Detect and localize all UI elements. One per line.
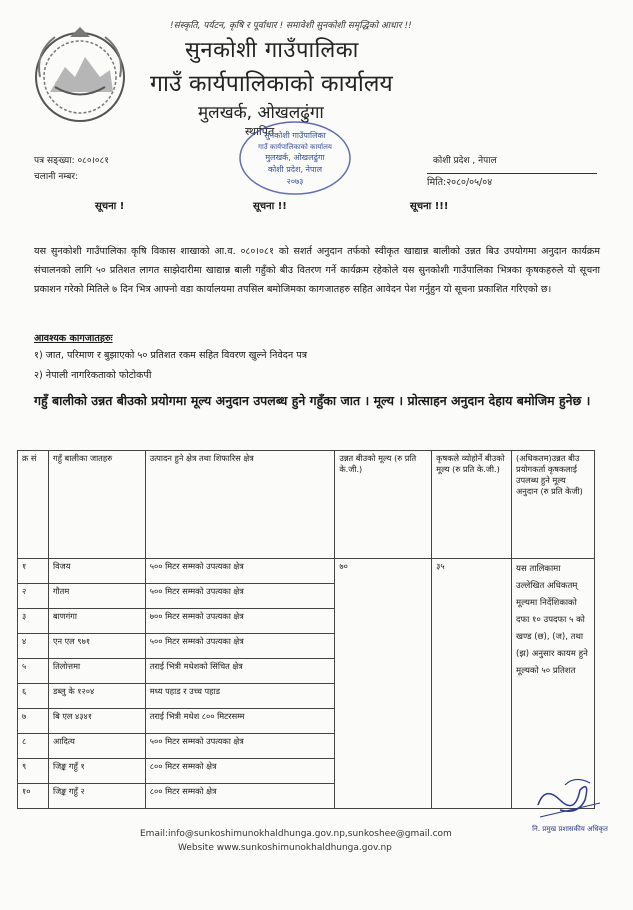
- serial-cell: ६: [18, 684, 49, 709]
- header-cell: उत्पादन हुने क्षेत्र तथा शिफारिस क्षेत्र: [145, 451, 335, 559]
- wheat-variety-table: [17, 450, 595, 809]
- price-cell: ७०: [335, 559, 432, 809]
- office-location: मुलखर्क, ओखलढुंगा: [198, 103, 324, 123]
- serial-cell: ८: [18, 734, 49, 759]
- footer-website: Website www.sunkoshimunokhaldhunga.gov.np: [178, 843, 392, 853]
- serial-cell: २: [18, 584, 49, 609]
- header-cell: उन्नत बीउको मूल्य (रु प्रति के.जी.): [335, 451, 432, 559]
- serial-cell: ३: [18, 609, 49, 634]
- nepal-government-emblem-icon: [25, 22, 135, 127]
- variety-cell: बाणगंगा: [48, 609, 145, 634]
- serial-cell: ५: [18, 659, 49, 684]
- header-cell: कृषकले व्योहोर्ने बीउको मूल्य (रु प्रति के.जी.): [432, 451, 512, 559]
- variety-cell: डब्लु के १२०४: [48, 684, 145, 709]
- table-header-row: [18, 451, 595, 559]
- table-heading: गहुँ बालीको उन्नत बीउको प्रयोगमा मूल्य अनुदान उपलब्ध हुने गहुँका जात । मूल्य । प्रोत्साहन अनुदान देहाय बमोजिम हुनेछ ।: [34, 393, 591, 408]
- stamp-line: कोशी प्रदेश, नेपाल: [267, 165, 323, 174]
- variety-cell: तिलोत्तमा: [48, 659, 145, 684]
- office-stamp: [235, 118, 355, 198]
- serial-cell: १: [18, 559, 49, 584]
- area-cell: ५०० मिटर सम्मको उपत्यका क्षेत्र: [145, 634, 335, 659]
- stamp-line: गाउँ कार्यपालिकाको कार्यालय: [258, 143, 332, 151]
- tagline: !संस्कृति, पर्यटन, कृषि र पूर्वाधार ! समावेशी सुनकोशी समृद्धिको आधार !!: [170, 21, 412, 31]
- variety-cell: जिङ्क गहुँ १: [48, 759, 145, 784]
- established-label: स्थापित: [245, 125, 275, 138]
- variety-cell: जिङ्क गहुँ २: [48, 784, 145, 809]
- area-cell: तराई भित्री मधेश ८०० मिटरसम्म: [145, 709, 335, 734]
- farmer-price-cell: ३५: [432, 559, 512, 809]
- variety-cell: गौतम: [48, 584, 145, 609]
- serial-cell: ९: [18, 759, 49, 784]
- dispatch-number: चलानी नम्बर:: [34, 172, 79, 182]
- header-cell: गहुँ बालीका जातहरु: [48, 451, 145, 559]
- area-cell: तराई भित्री मधेशको सिंचित क्षेत्र: [145, 659, 335, 684]
- reference-number: पत्र सङ्ख्या: ०८०।०८१: [34, 156, 109, 166]
- variety-cell: एन एल ९७१: [48, 634, 145, 659]
- province-label: कोशी प्रदेश , नेपाल: [433, 156, 497, 166]
- stamp-line: मुलखर्क, ओखलढुंगा: [265, 153, 325, 162]
- header-cell: क्र सं: [18, 451, 49, 559]
- letter-date: मिति:२०८०/०५/०४: [427, 173, 597, 188]
- serial-cell: ७: [18, 709, 49, 734]
- municipality-name: सुनकोशी गाउँपालिका: [185, 38, 359, 63]
- area-cell: ८०० मिटर सम्मको क्षेत्र: [145, 759, 335, 784]
- variety-cell: विजय: [48, 559, 145, 584]
- signature-text: नि. प्रमुख प्रशासकीय अधिकृत: [532, 825, 608, 833]
- notice-label: सूचना !!!: [410, 201, 449, 212]
- serial-cell: ४: [18, 634, 49, 659]
- signature-stamp: [530, 745, 610, 835]
- area-cell: ५०० मिटर सम्मको उपत्यका क्षेत्र: [145, 584, 335, 609]
- notice-label: सूचना !!: [253, 201, 287, 212]
- variety-cell: आदित्य: [48, 734, 145, 759]
- header-cell: (अधिकतम)उन्नत बीउ प्रयोगकर्ता कृषकलाई उपलब्ध हुने मूल्य अनुदान (रु प्रति केजी): [512, 451, 595, 559]
- variety-cell: बि एल ४३४१: [48, 709, 145, 734]
- footer-email: Email:info@sunkoshimunokhaldhunga.gov.np,sunkoshee@gmail.com: [140, 829, 452, 839]
- requirements-heading: आवश्यक कागजातहरुः: [34, 333, 113, 344]
- area-cell: मध्य पहाड र उच्च पहाड: [145, 684, 335, 709]
- area-cell: ८०० मिटर सम्मको क्षेत्र: [145, 784, 335, 809]
- subsidy-cell: यस तालिकामा उल्लेखित अधिकतम् मूल्यमा निर्देशिकाको दफा १० उपदफा ५ को खण्ड (छ), (ज), तथा (झ) अनुसार कायम हुने मूल्यको ५० प्रतिशत: [512, 559, 595, 809]
- serial-cell: १०: [18, 784, 49, 809]
- notice-label: सूचना !: [95, 201, 125, 212]
- stamp-line: २०७३: [286, 177, 304, 186]
- office-name: गाउँ कार्यपालिकाको कार्यालय: [150, 71, 393, 97]
- requirement-item: २) नेपाली नागरिकताको फोटोकपी: [34, 370, 152, 381]
- requirement-item: १) जात, परिमाण र बुझाएको ५० प्रतिशत रकम सहित विवरण खुल्ने निवेदन पत्र: [34, 350, 307, 361]
- notice-paragraph: यस सुनकोशी गाउँपालिका कृषि विकास शाखाको आ.व. ०८०।०८१ को सशर्त अनुदान तर्फको स्वीकृत खाद्यान्न बालीको उन्नत बिउ उपयोगमा अनुदान कार्यक्रम संचालनको लागि ५० प्रतिशत लागत साझेदारीमा खाद्यान्न बाली गहुँको बीउ वितरण गर्ने कार्यक्रम रहेकोले यस सुनकोशी गाउँपालिका भित्रका कृषकहरुले यो सूचना प्रकाशन गरेको मितिले ७ दिन भित्र आफ्नो वडा कार्यालयमा तपसिल बमोजिमका कागजातहरु सहित आवेदन पेश गर्नुहुन यो सूचना प्रकाशित गरिएको छ।: [34, 246, 600, 296]
- area-cell: ५०० मिटर सम्मको उपत्यका क्षेत्र: [145, 559, 335, 584]
- area-cell: ५०० मिटर सम्मको उपत्यका क्षेत्र: [145, 734, 335, 759]
- table-row: [18, 559, 595, 584]
- stamp-line: सुनकोशी गाउँपालिका: [264, 131, 326, 140]
- area-cell: ७०० मिटर सम्मको उपत्यका क्षेत्र: [145, 609, 335, 634]
